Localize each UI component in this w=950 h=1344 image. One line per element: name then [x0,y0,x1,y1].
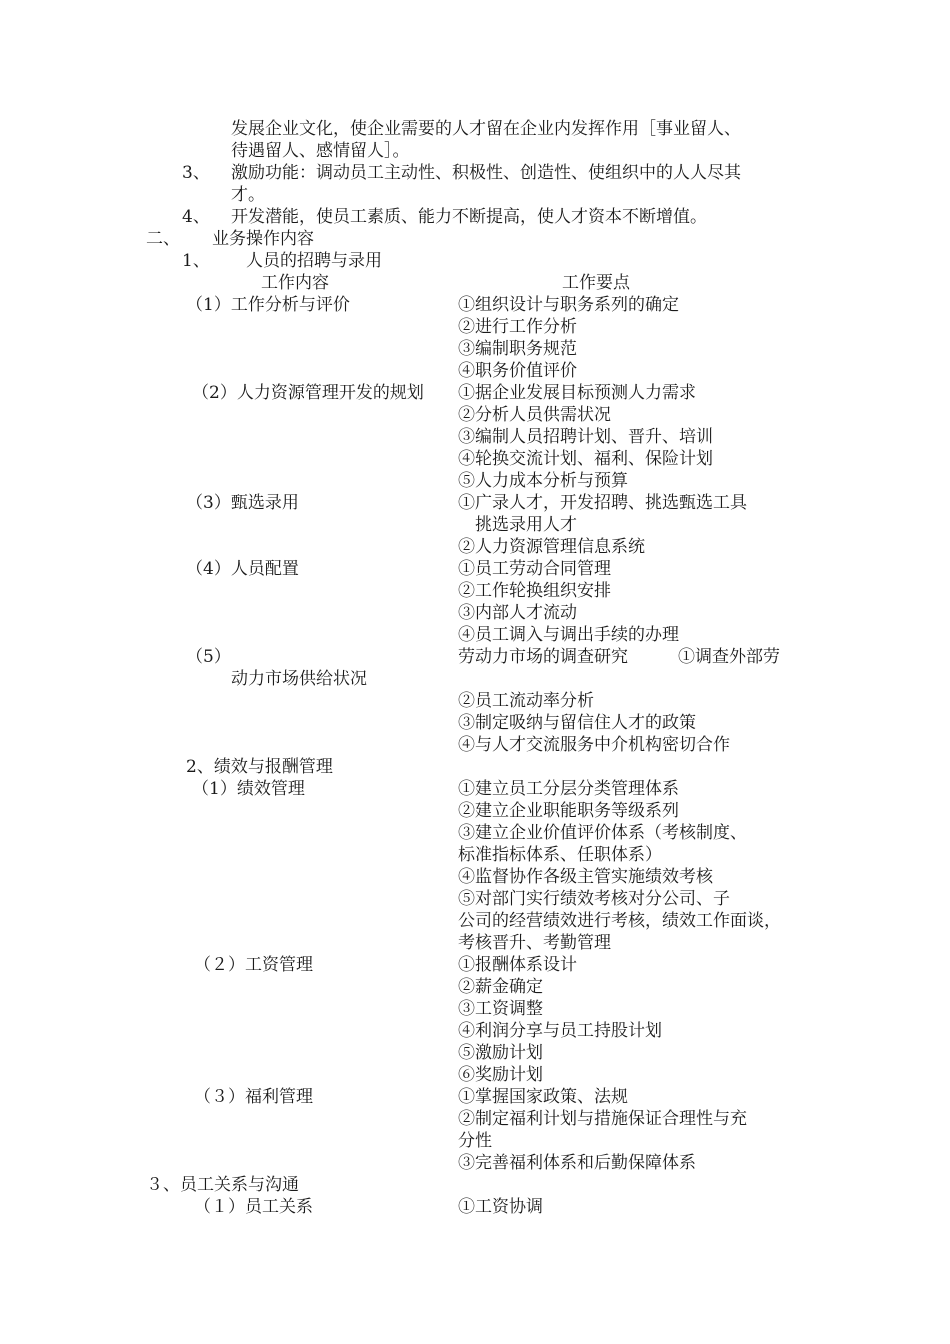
point: ④与人才交流服务中介机构密切合作 [458,735,730,755]
function-number: 4、 [182,207,210,227]
point: ①工资协调 [458,1197,543,1217]
point: ③完善福利体系和后勤保障体系 [458,1153,696,1173]
point: ①广录人才，开发招聘、挑选甄选工具 [458,493,747,513]
point: ②建立企业职能职务等级系列 [458,801,679,821]
point-continuation: 动力市场供给状况 [231,669,367,689]
part-number: 1、 [182,251,210,271]
point: ②制定福利计划与措施保证合理性与充 [458,1109,747,1129]
point: ③制定吸纳与留信住人才的政策 [458,713,696,733]
row-label: （3）甄选录用 [186,493,299,513]
row-title: 劳动力市场的调查研究 [458,647,628,667]
point: 挑选录用人才 [475,515,577,535]
point: ④监督协作各级主管实施绩效考核 [458,867,713,887]
point: ①建立员工分层分类管理体系 [458,779,679,799]
function-line: 开发潜能，使员工素质、能力不断提高，使人才资本不断增值。 [231,207,707,227]
point: ②员工流动率分析 [458,691,594,711]
point: ③建立企业价值评价体系（考核制度、 [458,823,747,843]
point: ④轮换交流计划、福利、保险计划 [458,449,713,469]
intro-line-2: 待遇留人、感情留人］。 [231,141,410,161]
row-label: （1）工作分析与评价 [186,295,350,315]
point: ⑤激励计划 [458,1043,543,1063]
point: ①员工劳动合同管理 [458,559,611,579]
point: ⑤对部门实行绩效考核对分公司、子 [458,889,730,909]
point: ①调查外部劳 [678,647,780,667]
section-title: 业务操作内容 [212,229,314,249]
row-label: （4）人员配置 [186,559,299,579]
column-header-points: 工作要点 [562,273,630,293]
point: ②人力资源管理信息系统 [458,537,645,557]
row-label: （２）工资管理 [194,955,313,975]
point: ④职务价值评价 [458,361,577,381]
row-label: （３）福利管理 [194,1087,313,1107]
point: ④利润分享与员工持股计划 [458,1021,662,1041]
point: ③工资调整 [458,999,543,1019]
part-title: 人员的招聘与录用 [246,251,382,271]
point: ②工作轮换组织安排 [458,581,611,601]
point: 分性 [458,1131,492,1151]
row-label: （１）员工关系 [194,1197,313,1217]
section-number: 二、 [146,229,180,249]
point: ④员工调入与调出手续的办理 [458,625,679,645]
row-label: （2）人力资源管理开发的规划 [192,383,424,403]
part-title: 2、绩效与报酬管理 [186,757,333,777]
point: ②分析人员供需状况 [458,405,611,425]
point: ③内部人才流动 [458,603,577,623]
point: ①组织设计与职务系列的确定 [458,295,679,315]
intro-line-1: 发展企业文化，使企业需要的人才留在企业内发挥作用［事业留人、 [231,119,741,139]
row-label: （1）绩效管理 [192,779,305,799]
point: ①报酬体系设计 [458,955,577,975]
point: ②进行工作分析 [458,317,577,337]
column-header-content: 工作内容 [261,273,329,293]
point: ③编制职务规范 [458,339,577,359]
point: 考核晋升、考勤管理 [458,933,611,953]
function-number: 3、 [182,163,210,183]
part-title: ３、员工关系与沟通 [146,1175,299,1195]
point: 公司的经营绩效进行考核，绩效工作面谈， [458,911,781,931]
row-label: （5） [186,647,231,667]
point: ③编制人员招聘计划、晋升、培训 [458,427,713,447]
point: 标准指标体系、任职体系） [458,845,662,865]
point: ⑥奖励计划 [458,1065,543,1085]
function-line: 才。 [231,185,265,205]
point: ⑤人力成本分析与预算 [458,471,628,491]
point: ①掌握国家政策、法规 [458,1087,628,1107]
point: ②薪金确定 [458,977,543,997]
function-line: 激励功能：调动员工主动性、积极性、创造性、使组织中的人人尽其 [231,163,741,183]
point: ①据企业发展目标预测人力需求 [458,383,696,403]
